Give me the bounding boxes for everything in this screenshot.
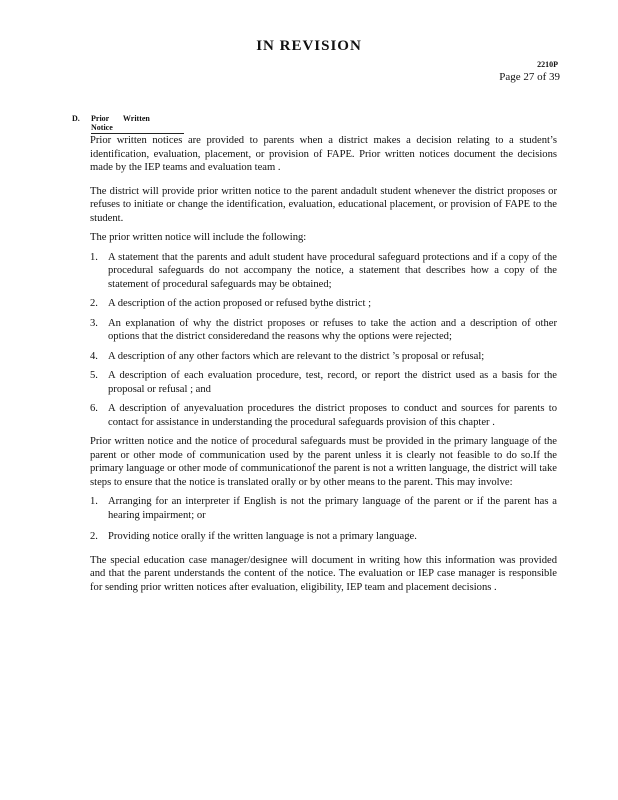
list-item [90,251,557,292]
document-body [90,134,557,594]
list-number: 1. [90,251,98,263]
list-item [90,317,557,344]
list-number: 1. [90,496,98,507]
list-number: 5. [90,370,98,381]
section-heading: Prior Written Notice [91,114,184,134]
list-item-text: An explanation of why the district proposes or refuses to take the action and a description of other options that the district consideredand the reasons why the options were rejected; [108,317,557,342]
policy-code: 2210P [537,60,558,69]
paragraph-district-notice: The district will provide prior written notice to the parent andadult student whenever the district proposes or refuses to initiate or change the identification, evaluation, educational placement, or provision of FAPE to the student. [90,185,557,224]
paragraph-includes: The prior written notice will include the following: [90,232,307,243]
revision-title: IN REVISION [256,38,362,54]
list-number: 4. [90,350,98,362]
list-number: 2. [90,298,98,309]
list-item-text: A description of the action proposed or refused bythe district ; [108,298,372,309]
list-item [90,402,557,429]
section-letter: D. [72,114,80,123]
paragraph-case-manager: The special education case manager/designee will document in writing how this information was provided and that the parent understands the content of the notice. The evaluation or IEP case manager is responsible for sending prior written notices after evaluation, eligibility, IEP team and placement decisions . [90,554,557,593]
list-item [90,369,557,396]
notice-contents-list [90,251,557,430]
paragraph-intro: Prior written notices are provided to parents when a district makes a decision relating to a student’s identification, evaluation, placement, or provision of FAPE. Prior written notices document the decisions made by the IEP teams and evaluation team . [90,135,557,173]
page-number: Page 27 of 39 [499,71,560,83]
language-options-list [90,495,557,544]
list-item [90,530,557,544]
paragraph-language: Prior written notice and the notice of procedural safeguards must be provided in the primary language of the parent or other mode of communication used by the parent unless it is clearly not feasible to do so.If the primary language or other mode of communicationof the parent is not a written language, the district will take steps to ensure that the notice is translated orally or by other means to the parent. This may involve: [90,436,557,488]
list-number: 6. [90,403,98,414]
list-number: 2. [90,531,98,542]
list-item-text: A description of each evaluation procedure, test, record, or report the district used as a basis for the proposal or refusal ; and [108,370,557,395]
list-item [90,350,557,364]
list-item-text: A description of anyevaluation procedures the district proposes to conduct and sources for parents to contact for assistance in understanding the procedural safeguards provision of this chapter . [108,403,557,428]
list-item-text: Arranging for an interpreter if English is not the primary language of the parent or if the parent has a hearing impairment; or [108,496,557,521]
list-item-text: A description of any other factors which are relevant to the district ’s proposal or refusal; [108,350,485,362]
list-item [90,297,557,311]
list-number: 3. [90,317,98,329]
list-item [90,495,557,522]
list-item-text: Providing notice orally if the written language is not a primary language. [108,531,417,542]
list-item-text: A statement that the parents and adult student have procedural safeguard protections and if a copy of the procedural safeguards do not accompany the notice, a statement that describes how a copy of the statement of procedural safeguards may be obtained; [108,251,557,290]
